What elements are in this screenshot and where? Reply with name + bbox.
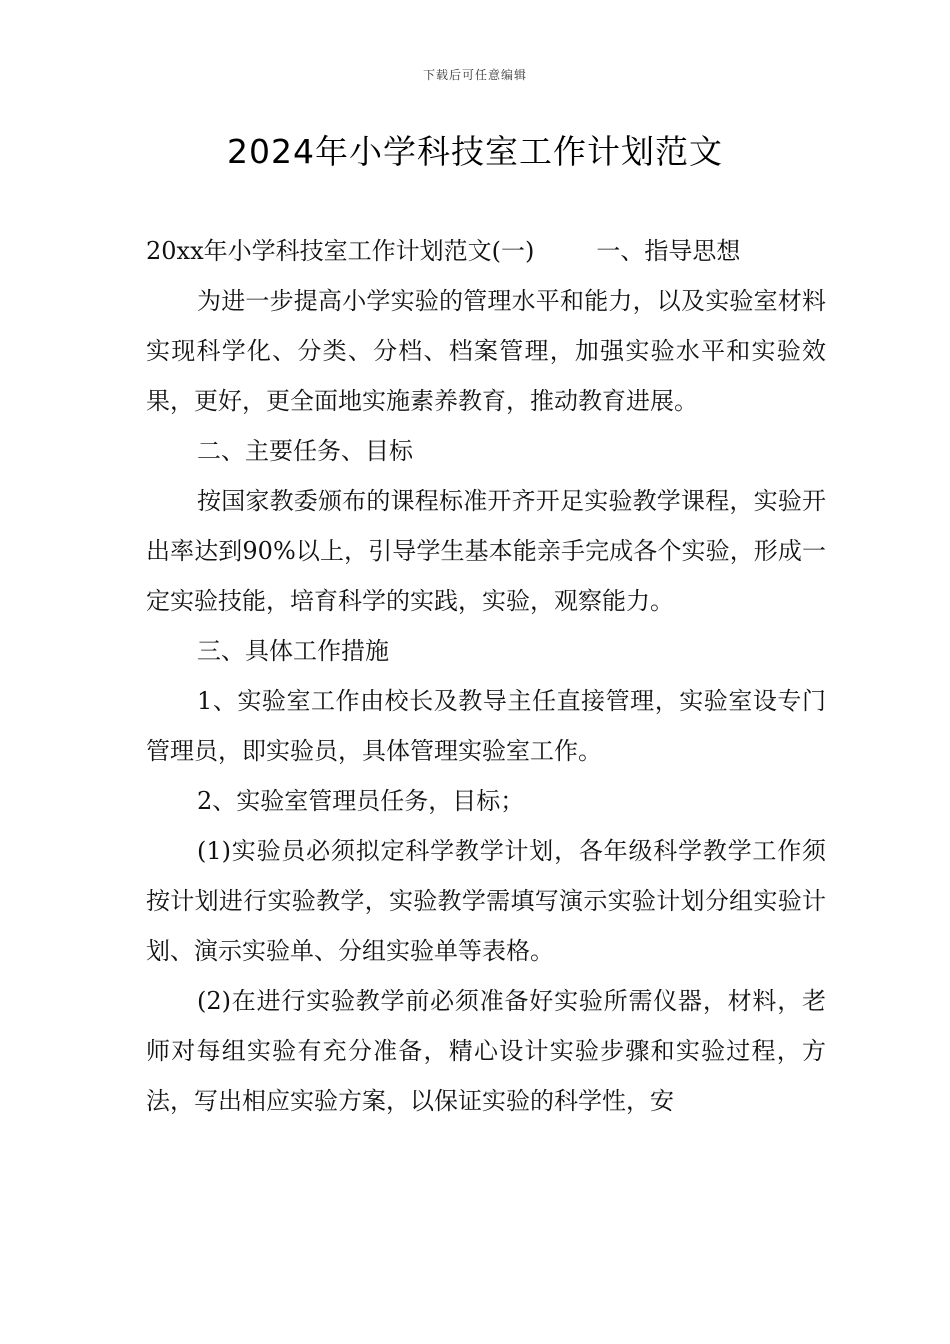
section1-heading: 一、指导思想 [596, 237, 741, 265]
intro-heading: 20xx年小学科技室工作计划范文(一) [146, 237, 535, 265]
item-2-paragraph: 2、实验室管理员任务，目标； [197, 787, 525, 815]
item-1-paragraph: 1、实验室工作由校长及教导主任直接管理，实验室设专门管理员，即实验员，具体管理实验室工作。 [146, 687, 826, 765]
header-note: 下载后可任意编辑 [422, 68, 527, 82]
section2-heading: 二、主要任务、目标 [197, 437, 413, 465]
document-title: 2024年小学科技室工作计划范文 [227, 132, 723, 171]
item-2-1-paragraph: (1)实验员必须拟定科学教学计划，各年级科学教学工作须按计划进行实验教学，实验教学需填写演示实验计划分组实验计划、演示实验单、分组实验单等表格。 [146, 837, 826, 965]
section3-heading: 三、具体工作措施 [197, 637, 389, 665]
intro-line [146, 226, 826, 276]
document-body [146, 226, 826, 1126]
item-2-2-paragraph: (2)在进行实验教学前必须准备好实验所需仪器，材料，老师对每组实验有充分准备，精心设计实验步骤和实验过程，方法，写出相应实验方案，以保证实验的科学性，安 [146, 987, 826, 1115]
section1-paragraph: 为进一步提高小学实验的管理水平和能力，以及实验室材料实现科学化、分类、分档、档案管理，加强实验水平和实验效果，更好，更全面地实施素养教育，推动教育进展。 [146, 287, 826, 415]
section2-paragraph: 按国家教委颁布的课程标准开齐开足实验教学课程，实验开出率达到90%以上，引导学生基本能亲手完成各个实验，形成一定实验技能，培育科学的实践，实验，观察能力。 [146, 487, 826, 615]
